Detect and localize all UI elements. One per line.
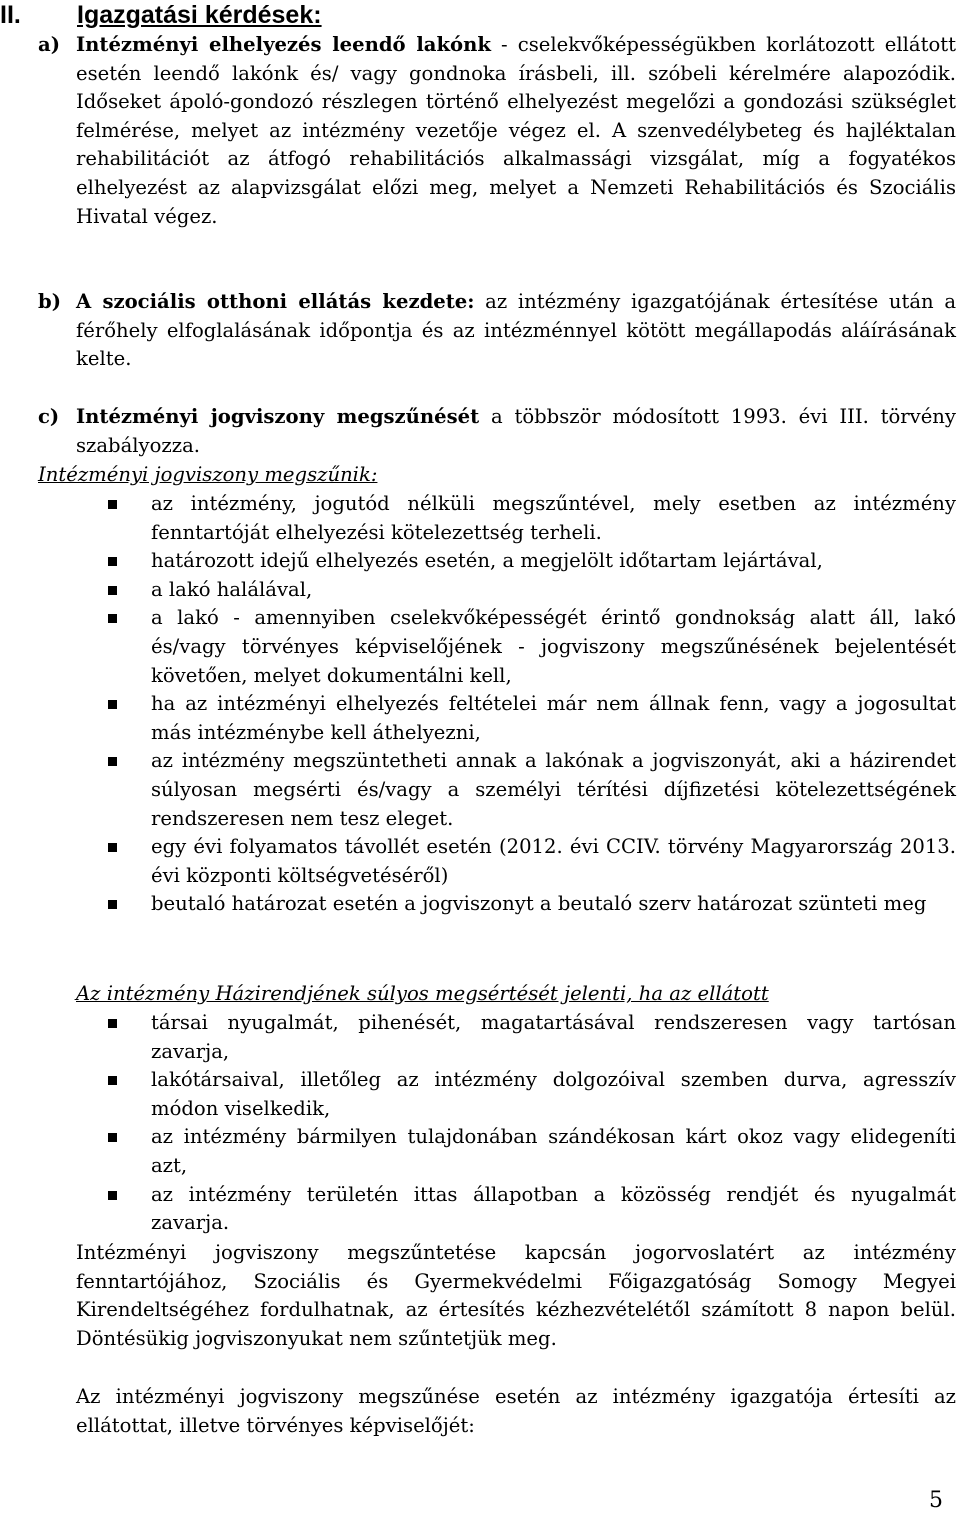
square-bullet-icon [108,757,117,766]
item-a-bold: Intézményi elhelyezés leendő lakónk [76,33,491,56]
list-item: az intézmény, jogutód nélküli megszűntével, mely esetben az intézmény fenntartóját elhelyezési kötelezettség terheli. [0,490,956,547]
item-c-text [76,403,956,460]
square-bullet-icon [108,700,117,709]
item-c-label: c) [38,405,60,428]
square-bullet-icon [108,586,117,595]
square-bullet-icon [108,1191,117,1200]
item-a-text [76,31,956,231]
section-number: II. [0,1,21,29]
square-bullet-icon [108,557,117,566]
square-bullet-icon [108,843,117,852]
list-item: lakótársaival, illetőleg az intézmény dolgozóival szemben durva, agresszív módon viselkedik, [0,1066,956,1123]
list-item: egy évi folyamatos távollét esetén (2012. évi CCIV. törvény Magyarország 2013. évi központi költségvetéséről) [0,833,956,890]
violation-list [0,1009,956,1238]
list-item: az intézmény bármilyen tulajdonában szándékosan kárt okoz vagy elidegeníti azt, [0,1123,956,1180]
violation-heading: Az intézmény Házirendjének súlyos megsértését jelenti, ha az ellátott [76,982,769,1005]
item-b-text [76,288,956,374]
termination-heading: Intézményi jogviszony megszűnik: [38,463,378,486]
list-item: társai nyugalmát, pihenését, magatartásával rendszeresen vagy tartósan zavarja, [0,1009,956,1066]
list-item: ha az intézményi elhelyezés feltételei már nem állnak fenn, vagy a jogosultat más intézménybe kell áthelyezni, [0,690,956,747]
item-c [38,403,956,460]
termination-list [0,490,956,919]
square-bullet-icon [108,1133,117,1142]
section-heading [0,0,322,30]
item-b-rest: az intézmény igazgatójának értesítése után a férőhely elfoglalásának időpontja és az intézménnyel kötött megállapodás aláírásának kelte. [76,290,956,371]
item-a-label: a) [38,33,60,56]
square-bullet-icon [108,1019,117,1028]
list-item: az intézmény megszüntetheti annak a lakónak a jogviszonyát, aki a házirendet súlyosan megsérti és/vagy a személyi térítési díjfizetési kötelezettségének rendszeresen nem tesz eleget. [0,747,956,833]
square-bullet-icon [108,900,117,909]
list-item: a lakó - amennyiben cselekvőképességét érintő gondnokság alatt áll, lakó és/vagy törvényes képviselőjének - jogviszony megszűnésének bejelentését követően, melyet dokumentálni kell, [0,604,956,690]
item-c-rest: a többször módosított 1993. évi III. törvény szabályozza. [76,405,956,457]
square-bullet-icon [108,1076,117,1085]
item-b-bold: A szociális otthoni ellátás kezdete: [76,290,475,313]
list-item: a lakó halálával, [0,576,956,605]
page-number: 5 [929,1488,943,1513]
item-b [38,288,956,374]
square-bullet-icon [108,500,117,509]
section-title: Igazgatási kérdések: [77,1,322,29]
item-c-bold: Intézményi jogviszony megszűnését [76,405,480,428]
notice-paragraph: Az intézményi jogviszony megszűnése esetén az intézmény igazgatója értesíti az ellátottat, illetve törvényes képviselőjét: [76,1385,956,1437]
square-bullet-icon [108,614,117,623]
item-a-rest: - cselekvőképességükben korlátozott ellátott esetén leendő lakónk és/ vagy gondnoka írásbeli, ill. szóbeli kérelmére alapozódik. Időseket ápoló-gondozó részlegen történő elhelyezést megelőzi a gondozási szükséglet felmérése, melyet az intézmény vezetője végez el. A szenvedélybeteg és hajléktalan rehabilitációt az átfogó rehabilitációs alkalmassági vizsgálat, míg a fogyatékos elhelyezést az alapvizsgálat előzi meg, melyet a Nemzeti Rehabilitációs és Szociális Hivatal végez. [76,33,956,228]
remedy-paragraph: Intézményi jogviszony megszűntetése kapcsán jogorvoslatért az intézmény fenntartójához, Szociális és Gyermekvédelmi Főigazgatóság Somogy Megyei Kirendeltségéhez fordulhatnak, az értesítés kézhezvételétől számított 8 napon belül. Döntésükig jogviszonyukat nem szűntetjük meg. [76,1241,956,1350]
list-item: határozott idejű elhelyezés esetén, a megjelölt időtartam lejártával, [0,547,956,576]
list-item: beutaló határozat esetén a jogviszonyt a beutaló szerv határozat szünteti meg [0,890,956,919]
item-a [38,31,956,231]
list-item: az intézmény területén ittas állapotban a közösség rendjét és nyugalmát zavarja. [0,1181,956,1238]
item-b-label: b) [38,290,61,313]
